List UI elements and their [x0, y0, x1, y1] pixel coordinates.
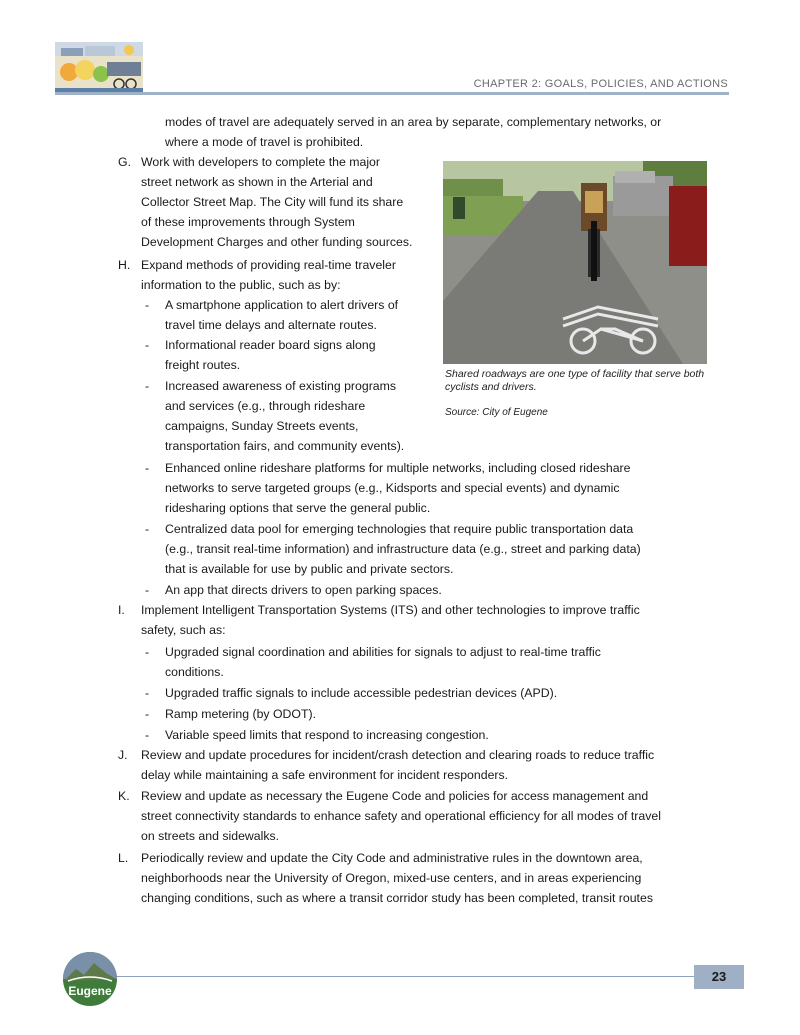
text-line: Increased awareness of existing programs [165, 379, 397, 393]
cyclist-shared-road-photo [443, 161, 707, 364]
text-line: Centralized data pool for emerging technologies that require public transportation data [165, 522, 634, 536]
text-line: travel time delays and alternate routes. [165, 318, 377, 332]
photo-caption: Shared roadways are one type of facility that serve both cyclists and drivers. [445, 368, 705, 393]
text-line: street connectivity standards to enhance safety and operational efficiency for all modes of travel [141, 809, 661, 823]
text-line: (e.g., transit real-time information) and infrastructure data (e.g., street and parking data) [165, 542, 641, 556]
photo-source: Source: City of Eugene [445, 407, 548, 418]
text-line: safety, such as: [141, 623, 226, 637]
bullet-dash: - [145, 379, 150, 393]
text-line: on streets and sidewalks. [141, 829, 280, 843]
text-line: and services (e.g., through rideshare [165, 399, 366, 413]
bullet-dash: - [145, 461, 150, 475]
eugene-logo-text: Eugene [68, 984, 112, 998]
header-divider [55, 92, 729, 95]
bullet-dash: - [145, 338, 150, 352]
header-banner-logo [55, 42, 143, 92]
text-line: Review and update as necessary the Eugene Code and policies for access management and [141, 789, 649, 803]
text-line: freight routes. [165, 358, 241, 372]
text-line: An app that directs drivers to open parking spaces. [165, 583, 442, 597]
text-line: street network as shown in the Arterial and [141, 175, 373, 189]
text-line: of these improvements through System [141, 215, 355, 229]
chapter-title: CHAPTER 2: GOALS, POLICIES, AND ACTIONS [473, 78, 728, 90]
bullet-dash: - [145, 686, 150, 700]
text-line: transportation fairs, and community events). [165, 439, 405, 453]
item-label-k: K. [118, 789, 130, 803]
text-line: delay while maintaining a safe environment for incident responders. [141, 768, 509, 782]
text-line: Enhanced online rideshare platforms for multiple networks, including closed rideshare [165, 461, 631, 475]
text-line: networks to serve targeted groups (e.g., Kidsports and special events) and dynamic [165, 481, 620, 495]
text-line: modes of travel are adequately served in an area by separate, complementary networks, or [165, 115, 662, 129]
item-label-g: G. [118, 155, 131, 169]
text-line: neighborhoods near the University of Oregon, mixed-use centers, and in areas experiencing [141, 871, 642, 885]
text-line: Review and update procedures for incident/crash detection and clearing roads to reduce traffic [141, 748, 655, 762]
eugene-logo [62, 951, 118, 1007]
bullet-dash: - [145, 522, 150, 536]
text-line: Informational reader board signs along [165, 338, 376, 352]
text-line: Implement Intelligent Transportation Systems (ITS) and other technologies to improve traffic [141, 603, 640, 617]
item-label-h: H. [118, 258, 131, 272]
bullet-dash: - [145, 583, 150, 597]
item-label-j: J. [118, 748, 128, 762]
bullet-dash: - [145, 298, 150, 312]
text-line: Variable speed limits that respond to increasing congestion. [165, 728, 489, 742]
text-line: Work with developers to complete the major [141, 155, 380, 169]
text-line: Development Charges and other funding sources. [141, 235, 413, 249]
text-line: changing conditions, such as where a transit corridor study has been completed, transit routes [141, 891, 653, 905]
text-line: Ramp metering (by ODOT). [165, 707, 317, 721]
text-line: ridesharing options that serve the general public. [165, 501, 431, 515]
item-label-i: I. [118, 603, 125, 617]
text-line: Upgraded traffic signals to include accessible pedestrian devices (APD). [165, 686, 558, 700]
text-line: Periodically review and update the City Code and administrative rules in the downtown area, [141, 851, 643, 865]
text-line: A smartphone application to alert drivers of [165, 298, 399, 312]
text-line: Upgraded signal coordination and abilities for signals to adjust to real-time traffic [165, 645, 601, 659]
page-number: 23 [694, 965, 744, 989]
text-line: Collector Street Map. The City will fund its share [141, 195, 404, 209]
footer-divider [110, 976, 710, 977]
text-line: campaigns, Sunday Streets events, [165, 419, 359, 433]
bullet-dash: - [145, 645, 150, 659]
item-label-l: L. [118, 851, 129, 865]
text-line: Expand methods of providing real-time traveler [141, 258, 396, 272]
text-line: where a mode of travel is prohibited. [165, 135, 364, 149]
bullet-dash: - [145, 707, 150, 721]
text-line: conditions. [165, 665, 224, 679]
text-line: information to the public, such as by: [141, 278, 341, 292]
bullet-dash: - [145, 728, 150, 742]
text-line: that is available for use by public and private sectors. [165, 562, 454, 576]
